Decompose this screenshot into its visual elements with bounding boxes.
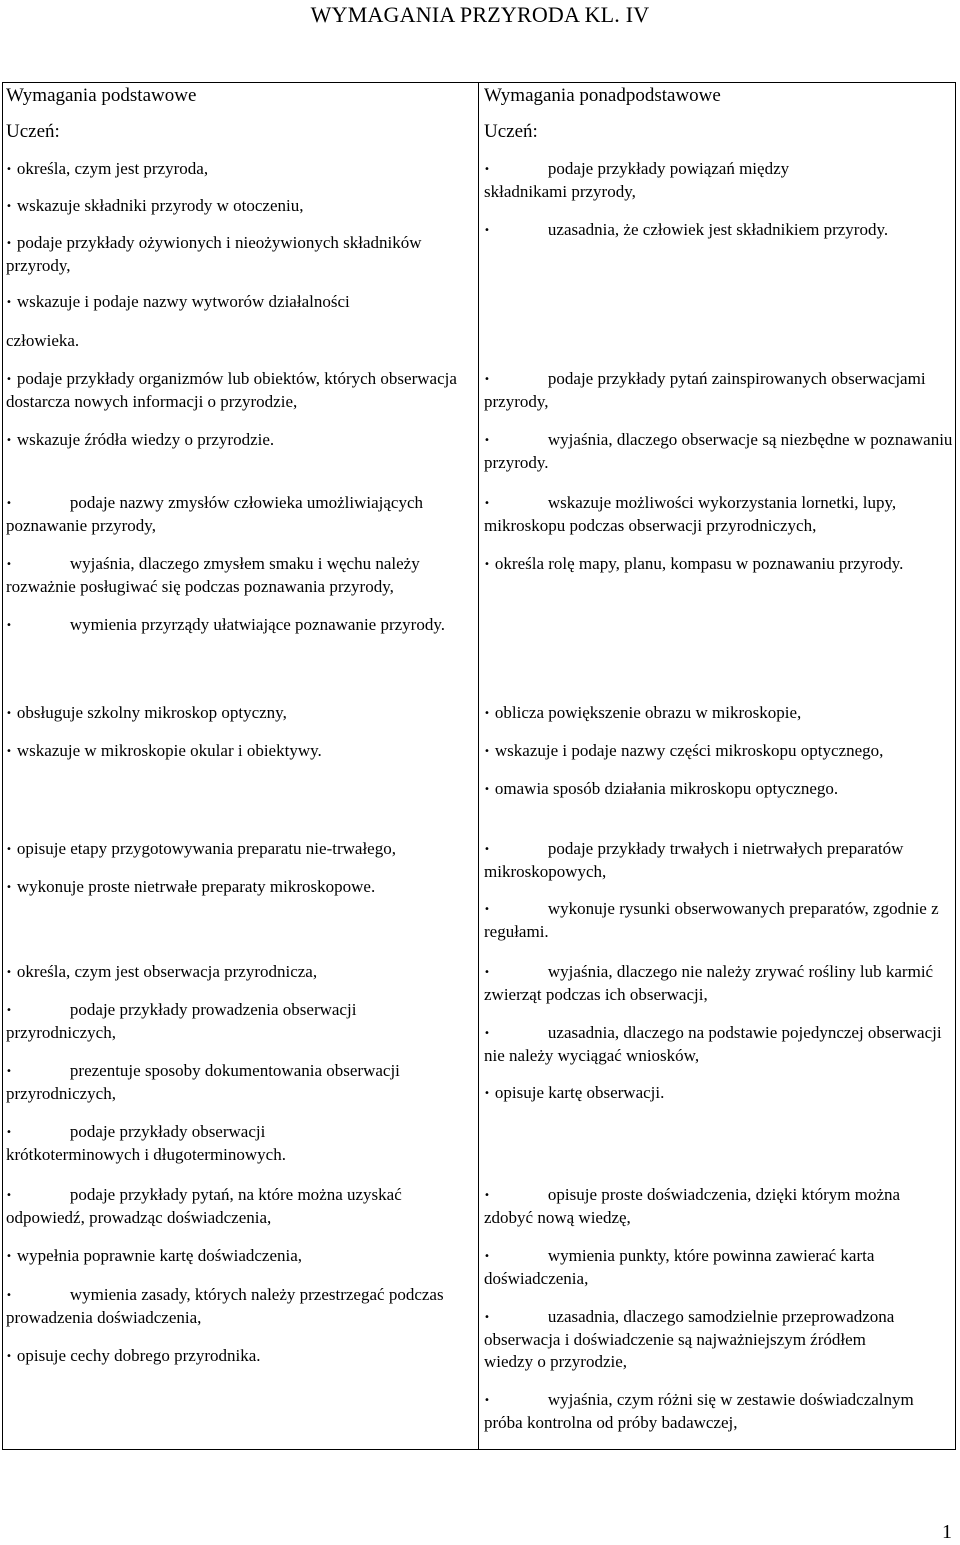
bullet-icon: • bbox=[484, 967, 490, 978]
bullet-icon: • bbox=[484, 784, 490, 795]
requirement-text: podaje przykłady ożywionych i nieożywionych składników przyrody, bbox=[6, 233, 422, 275]
requirement-text: uzasadnia, że człowiek jest składnikiem przyrody. bbox=[547, 220, 889, 239]
column-divider bbox=[478, 82, 479, 1450]
requirement-text: wymienia punkty, które powinna zawierać karta doświadczenia, bbox=[484, 1246, 875, 1288]
requirement-item bbox=[484, 1184, 946, 1229]
requirement-item bbox=[6, 291, 468, 314]
requirement-group bbox=[6, 838, 468, 899]
bullet-icon: • bbox=[6, 297, 12, 308]
requirement-text: opisuje etapy przygotowywania preparatu nie-trwałego, bbox=[16, 839, 396, 858]
bullet-icon: • bbox=[6, 498, 12, 509]
column-subheading: Uczeń: bbox=[484, 121, 538, 142]
bullet-icon: • bbox=[6, 620, 12, 631]
bullet-icon: • bbox=[6, 201, 12, 212]
bullet-icon: • bbox=[484, 708, 490, 719]
requirement-text: wskazuje w mikroskopie okular i obiektywy. bbox=[16, 741, 322, 760]
requirement-group bbox=[6, 492, 468, 637]
requirement-item bbox=[484, 740, 884, 763]
requirement-item bbox=[484, 898, 946, 943]
requirement-item bbox=[6, 1245, 468, 1268]
requirement-item bbox=[6, 999, 468, 1044]
bullet-icon: • bbox=[6, 164, 12, 175]
requirement-text: uzasadnia, dlaczego na podstawie pojedynczej obserwacji nie należy wyciągać wniosków, bbox=[484, 1023, 942, 1065]
bullet-icon: • bbox=[484, 746, 490, 757]
requirement-item bbox=[484, 1245, 904, 1290]
requirement-text: podaje przykłady pytań zainspirowanych obserwacjami przyrody, bbox=[484, 369, 926, 411]
requirement-text: wyjaśnia, dlaczego nie należy zrywać rośliny lub karmić zwierząt podczas ich obserwacji, bbox=[484, 962, 934, 1004]
requirement-text: opisuje cechy dobrego przyrodnika. bbox=[16, 1346, 261, 1365]
requirement-item bbox=[484, 158, 864, 203]
requirement-text: uzasadnia, dlaczego samodzielnie przeprowadzona obserwacja i doświadczenie są najważniejszym źródłem wiedzy o przyrodzie, bbox=[484, 1307, 895, 1371]
requirement-item bbox=[6, 1060, 468, 1105]
requirement-group bbox=[484, 702, 946, 801]
bullet-icon: • bbox=[6, 238, 12, 249]
column-header bbox=[6, 83, 476, 145]
bullet-icon: • bbox=[484, 435, 490, 446]
requirement-text: wyjaśnia, dlaczego zmysłem smaku i węchu należy rozważnie posługiwać się podczas poznawania przyrody, bbox=[6, 554, 420, 596]
basic-requirements-column bbox=[6, 82, 476, 1450]
bullet-icon: • bbox=[6, 967, 12, 978]
requirement-item bbox=[6, 1121, 376, 1166]
requirement-group bbox=[484, 158, 946, 242]
requirement-group bbox=[6, 1184, 468, 1368]
requirement-text: podaje przykłady pytań, na które można uzyskać odpowiedź, prowadząc doświadczenia, bbox=[6, 1185, 402, 1227]
requirement-group bbox=[484, 838, 946, 943]
requirement-group bbox=[6, 961, 468, 1166]
column-heading: Wymagania podstawowe bbox=[6, 85, 197, 106]
bullet-icon: • bbox=[6, 435, 12, 446]
bullet-icon: • bbox=[484, 1028, 490, 1039]
requirement-item bbox=[484, 838, 946, 883]
requirement-text: określa rolę mapy, planu, kompasu w poznawaniu przyrody. bbox=[494, 554, 904, 573]
requirement-item bbox=[6, 961, 468, 984]
requirement-item bbox=[484, 219, 946, 242]
bullet-icon: • bbox=[6, 746, 12, 757]
requirement-text: opisuje kartę obserwacji. bbox=[494, 1083, 665, 1102]
requirement-item bbox=[484, 778, 946, 801]
requirement-text: wypełnia poprawnie kartę doświadczenia, bbox=[16, 1246, 303, 1265]
requirement-group bbox=[484, 1184, 946, 1434]
bullet-icon: • bbox=[6, 1066, 12, 1077]
requirement-item bbox=[484, 1022, 946, 1067]
requirement-item bbox=[484, 553, 924, 576]
requirement-text: podaje nazwy zmysłów człowieka umożliwiających poznawanie przyrody, bbox=[6, 493, 423, 535]
bullet-icon: • bbox=[484, 904, 490, 915]
bullet-icon: • bbox=[6, 1190, 12, 1201]
bullet-icon: • bbox=[484, 498, 490, 509]
column-header bbox=[484, 83, 954, 145]
requirement-item bbox=[6, 368, 468, 413]
advanced-requirements-column bbox=[484, 82, 954, 1450]
column-subheading: Uczeń: bbox=[6, 121, 60, 142]
requirement-item bbox=[6, 740, 468, 763]
requirement-text: podaje przykłady trwałych i nietrwałych preparatów mikroskopowych, bbox=[484, 839, 904, 881]
requirement-text: wyjaśnia, czym różni się w zestawie doświadczalnym próba kontrolna od próby badawczej, bbox=[484, 1390, 914, 1432]
requirement-item bbox=[484, 492, 954, 537]
requirement-text: wskazuje składniki przyrody w otoczeniu, bbox=[16, 196, 304, 215]
requirement-text: wskazuje i podaje nazwy wytworów działalności bbox=[16, 292, 350, 311]
requirement-item bbox=[484, 1389, 954, 1434]
bullet-icon: • bbox=[484, 1251, 490, 1262]
page-number: 1 bbox=[942, 1521, 952, 1543]
requirement-item bbox=[6, 429, 468, 452]
bullet-icon: • bbox=[6, 559, 12, 570]
requirement-group bbox=[6, 702, 468, 763]
requirement-item bbox=[484, 961, 946, 1006]
bullet-icon: • bbox=[6, 1290, 12, 1301]
requirement-item bbox=[6, 1284, 468, 1329]
requirement-text: opisuje proste doświadczenia, dzięki którym można zdobyć nową wiedzę, bbox=[484, 1185, 901, 1227]
bullet-icon: • bbox=[484, 164, 490, 175]
requirement-text: wskazuje możliwości wykorzystania lornetki, lupy, mikroskopu podczas obserwacji przyrodniczych, bbox=[484, 493, 897, 535]
bullet-icon: • bbox=[6, 708, 12, 719]
requirement-text: wymienia przyrządy ułatwiające poznawanie przyrody. bbox=[69, 615, 445, 634]
requirement-group bbox=[6, 158, 468, 352]
requirement-item bbox=[6, 158, 468, 181]
bullet-icon: • bbox=[6, 1251, 12, 1262]
requirement-text: prezentuje sposoby dokumentowania obserwacji przyrodniczych, bbox=[6, 1061, 400, 1103]
bullet-icon: • bbox=[6, 844, 12, 855]
requirement-item bbox=[484, 1082, 946, 1105]
requirement-text: podaje przykłady organizmów lub obiektów, których obserwacja dostarcza nowych informacji o przyrodzie, bbox=[6, 369, 457, 411]
requirement-item bbox=[484, 368, 946, 413]
requirement-text: wskazuje źródła wiedzy o przyrodzie. bbox=[16, 430, 275, 449]
bullet-icon: • bbox=[484, 1190, 490, 1201]
bullet-icon: • bbox=[484, 1312, 490, 1323]
requirement-text: podaje przykłady prowadzenia obserwacji przyrodniczych, bbox=[6, 1000, 357, 1042]
bullet-icon: • bbox=[484, 1395, 490, 1406]
bullet-icon: • bbox=[484, 559, 490, 570]
requirement-group bbox=[484, 961, 946, 1105]
requirement-text: wymienia zasady, których należy przestrzegać podczas prowadzenia doświadczenia, bbox=[6, 1285, 444, 1327]
requirement-text: wykonuje proste nietrwałe preparaty mikroskopowe. bbox=[16, 877, 376, 896]
requirement-item bbox=[484, 1306, 904, 1373]
requirement-text: człowieka. bbox=[6, 331, 80, 350]
bullet-icon: • bbox=[6, 1351, 12, 1362]
requirement-text: wyjaśnia, dlaczego obserwacje są niezbędne w poznawaniu przyrody. bbox=[484, 430, 953, 472]
requirement-item bbox=[484, 702, 946, 725]
requirement-text: podaje przykłady powiązań między składnikami przyrody, bbox=[484, 159, 790, 201]
bullet-icon: • bbox=[484, 225, 490, 236]
requirement-text: podaje przykłady obserwacji krótkoterminowych i długoterminowych. bbox=[6, 1122, 286, 1164]
bullet-icon: • bbox=[484, 844, 490, 855]
bullet-icon: • bbox=[6, 374, 12, 385]
bullet-icon: • bbox=[484, 374, 490, 385]
document-title: WYMAGANIA PRZYRODA KL. IV bbox=[310, 2, 650, 27]
requirement-text: oblicza powiększenie obrazu w mikroskopie, bbox=[494, 703, 802, 722]
column-heading: Wymagania ponadpodstawowe bbox=[484, 85, 721, 106]
requirement-text: wykonuje rysunki obserwowanych preparatów, zgodnie z regułami. bbox=[484, 899, 939, 941]
requirement-item bbox=[6, 492, 468, 537]
bullet-icon: • bbox=[484, 1088, 490, 1099]
bullet-icon: • bbox=[6, 882, 12, 893]
requirement-text: określa, czym jest przyroda, bbox=[16, 159, 209, 178]
requirement-group bbox=[484, 492, 946, 576]
requirement-item bbox=[484, 429, 954, 474]
requirement-group bbox=[6, 368, 468, 452]
requirement-text: omawia sposób działania mikroskopu optycznego. bbox=[494, 779, 839, 798]
requirement-item bbox=[6, 553, 468, 598]
requirement-text: obsługuje szkolny mikroskop optyczny, bbox=[16, 703, 287, 722]
requirement-group bbox=[484, 368, 953, 474]
requirement-item bbox=[6, 702, 468, 725]
requirement-item bbox=[6, 330, 468, 352]
bullet-icon: • bbox=[6, 1005, 12, 1016]
requirement-item bbox=[6, 614, 468, 637]
requirement-item bbox=[6, 195, 468, 218]
requirement-text: wskazuje i podaje nazwy części mikroskopu optycznego, bbox=[494, 741, 884, 760]
requirement-text: określa, czym jest obserwacja przyrodnicza, bbox=[16, 962, 318, 981]
requirement-item bbox=[6, 1345, 468, 1368]
requirement-item bbox=[6, 838, 416, 861]
bullet-icon: • bbox=[6, 1127, 12, 1138]
requirement-item bbox=[6, 232, 446, 277]
requirement-item bbox=[6, 876, 476, 899]
requirement-item bbox=[6, 1184, 426, 1229]
